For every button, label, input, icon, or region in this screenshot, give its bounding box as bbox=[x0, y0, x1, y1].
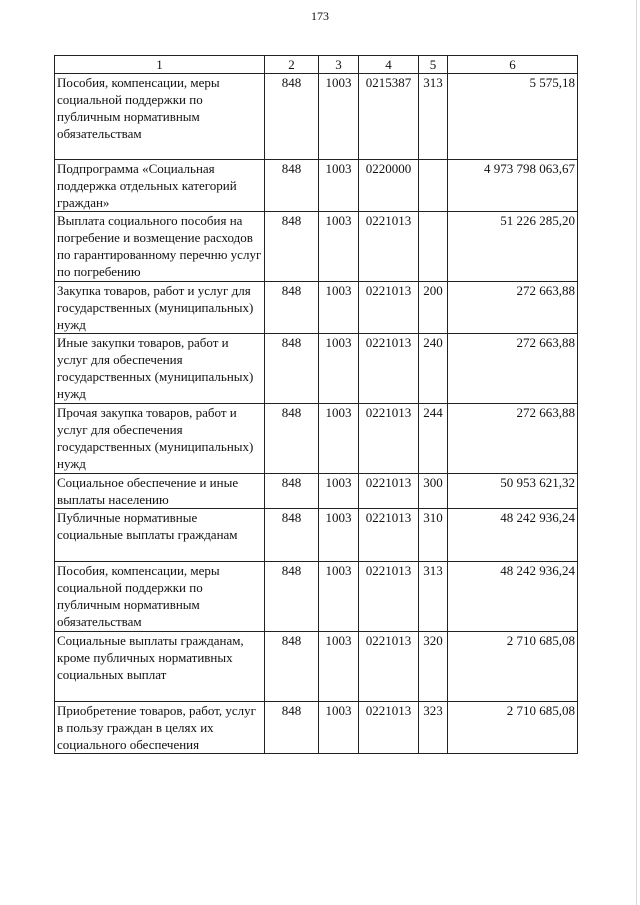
row-grbs: 848 bbox=[265, 282, 319, 334]
row-name: Публичные нормативные социальные выплаты гражданам bbox=[55, 509, 265, 562]
row-section: 1003 bbox=[319, 632, 359, 702]
row-name: Пособия, компенсации, меры социальной поддержки по публичным нормативным обязательствам bbox=[55, 74, 265, 160]
row-target-article: 0221013 bbox=[359, 702, 419, 754]
table-row bbox=[55, 334, 578, 404]
row-expense-type: 240 bbox=[419, 334, 448, 404]
row-name: Прочая закупка товаров, работ и услуг для обеспечения государственных (муниципальных) нужд bbox=[55, 404, 265, 474]
row-target-article: 0221013 bbox=[359, 509, 419, 562]
table-row bbox=[55, 632, 578, 702]
column-header-amount: 6 bbox=[448, 56, 578, 74]
row-expense-type: 320 bbox=[419, 632, 448, 702]
row-amount: 2 710 685,08 bbox=[448, 632, 578, 702]
row-section: 1003 bbox=[319, 74, 359, 160]
row-section: 1003 bbox=[319, 282, 359, 334]
page-number: 173 bbox=[311, 9, 329, 23]
column-header-target-article: 4 bbox=[359, 56, 419, 74]
row-grbs: 848 bbox=[265, 562, 319, 632]
row-name: Социальное обеспечение и иные выплаты населению bbox=[55, 474, 265, 509]
table-row bbox=[55, 282, 578, 334]
row-expense-type: 323 bbox=[419, 702, 448, 754]
row-name: Социальные выплаты гражданам, кроме публичных нормативных социальных выплат bbox=[55, 632, 265, 702]
row-target-article: 0221013 bbox=[359, 212, 419, 282]
row-grbs: 848 bbox=[265, 74, 319, 160]
row-target-article: 0221013 bbox=[359, 334, 419, 404]
row-amount: 2 710 685,08 bbox=[448, 702, 578, 754]
row-expense-type: 300 bbox=[419, 474, 448, 509]
row-expense-type: 200 bbox=[419, 282, 448, 334]
row-amount: 5 575,18 bbox=[448, 74, 578, 160]
row-target-article: 0221013 bbox=[359, 404, 419, 474]
row-target-article: 0221013 bbox=[359, 282, 419, 334]
row-amount: 272 663,88 bbox=[448, 282, 578, 334]
row-grbs: 848 bbox=[265, 160, 319, 212]
row-section: 1003 bbox=[319, 212, 359, 282]
table-row bbox=[55, 404, 578, 474]
row-name: Иные закупки товаров, работ и услуг для обеспечения государственных (муниципальных) нужд bbox=[55, 334, 265, 404]
column-header-name: 1 bbox=[55, 56, 265, 74]
row-name: Подпрограмма «Социальная поддержка отдельных категорий граждан» bbox=[55, 160, 265, 212]
table-row bbox=[55, 562, 578, 632]
row-section: 1003 bbox=[319, 702, 359, 754]
table-row bbox=[55, 212, 578, 282]
column-header-section: 3 bbox=[319, 56, 359, 74]
row-amount: 4 973 798 063,67 bbox=[448, 160, 578, 212]
row-section: 1003 bbox=[319, 562, 359, 632]
table-row bbox=[55, 702, 578, 754]
row-grbs: 848 bbox=[265, 474, 319, 509]
row-amount: 48 242 936,24 bbox=[448, 509, 578, 562]
row-target-article: 0220000 bbox=[359, 160, 419, 212]
row-grbs: 848 bbox=[265, 632, 319, 702]
row-amount: 272 663,88 bbox=[448, 404, 578, 474]
row-section: 1003 bbox=[319, 334, 359, 404]
row-expense-type: 244 bbox=[419, 404, 448, 474]
row-target-article: 0221013 bbox=[359, 474, 419, 509]
row-name: Закупка товаров, работ и услуг для государственных (муниципальных) нужд bbox=[55, 282, 265, 334]
row-amount: 51 226 285,20 bbox=[448, 212, 578, 282]
row-name: Выплата социального пособия на погребение и возмещение расходов по гарантированному перечню услуг по погребению bbox=[55, 212, 265, 282]
row-section: 1003 bbox=[319, 474, 359, 509]
table-row bbox=[55, 474, 578, 509]
budget-table bbox=[54, 55, 578, 754]
row-grbs: 848 bbox=[265, 702, 319, 754]
column-header-expense-type: 5 bbox=[419, 56, 448, 74]
row-section: 1003 bbox=[319, 509, 359, 562]
row-grbs: 848 bbox=[265, 509, 319, 562]
row-expense-type: 313 bbox=[419, 74, 448, 160]
column-header-grbs: 2 bbox=[265, 56, 319, 74]
row-name: Пособия, компенсации, меры социальной поддержки по публичным нормативным обязательствам bbox=[55, 562, 265, 632]
row-amount: 50 953 621,32 bbox=[448, 474, 578, 509]
row-target-article: 0221013 bbox=[359, 562, 419, 632]
scan-edge-line bbox=[636, 0, 637, 905]
row-expense-type bbox=[419, 160, 448, 212]
row-name: Приобретение товаров, работ, услуг в пользу граждан в целях их социального обеспечения bbox=[55, 702, 265, 754]
row-grbs: 848 bbox=[265, 334, 319, 404]
row-expense-type bbox=[419, 212, 448, 282]
table-row bbox=[55, 509, 578, 562]
row-amount: 272 663,88 bbox=[448, 334, 578, 404]
row-expense-type: 310 bbox=[419, 509, 448, 562]
row-grbs: 848 bbox=[265, 404, 319, 474]
row-target-article: 0221013 bbox=[359, 632, 419, 702]
table-row bbox=[55, 74, 578, 160]
row-amount: 48 242 936,24 bbox=[448, 562, 578, 632]
row-section: 1003 bbox=[319, 404, 359, 474]
header-row bbox=[55, 56, 578, 74]
row-section: 1003 bbox=[319, 160, 359, 212]
row-expense-type: 313 bbox=[419, 562, 448, 632]
table-row bbox=[55, 160, 578, 212]
row-grbs: 848 bbox=[265, 212, 319, 282]
row-target-article: 0215387 bbox=[359, 74, 419, 160]
